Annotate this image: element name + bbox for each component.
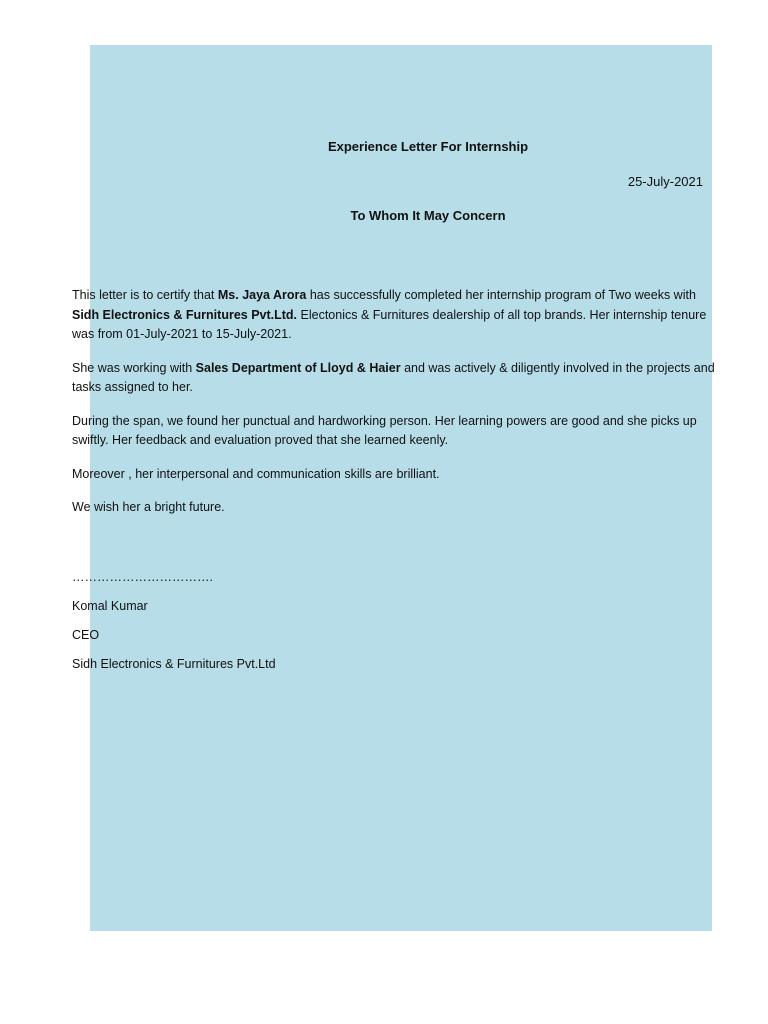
p2-text-b: and was actively & diligently involved in the projects and tasks assigned to her. bbox=[72, 360, 715, 394]
p1-text-c: Electonics & Furnitures dealership of all top brands. Her internship tenure was from 01-July-2021 to 15-July-2021. bbox=[72, 307, 707, 341]
signature-block bbox=[72, 570, 276, 672]
paragraph-department bbox=[72, 359, 720, 398]
department-name: Sales Department of Lloyd & Haier bbox=[195, 360, 401, 375]
p1-text-a: This letter is to certify that bbox=[72, 288, 218, 302]
letter-date: 25-July-2021 bbox=[627, 174, 703, 189]
letter-title-text: Experience Letter For Internship bbox=[327, 139, 529, 154]
letter-title bbox=[0, 139, 768, 154]
signatory-title: CEO bbox=[72, 628, 100, 642]
paragraph-evaluation: During the span, we found her punctual and hardworking person. Her learning powers are good and she picks up swiftly. Her feedback and evaluation proved that she learned keenly. bbox=[72, 413, 697, 447]
letter-body bbox=[72, 286, 720, 532]
paragraph-certification bbox=[72, 286, 720, 345]
paragraph-wishes: We wish her a bright future. bbox=[72, 500, 225, 514]
p2-text-a: She was working with bbox=[72, 360, 196, 375]
signatory-company: Sidh Electronics & Furnitures Pvt.Ltd bbox=[72, 657, 276, 671]
signature-line: ……………………………. bbox=[72, 570, 213, 584]
letter-salutation: To Whom It May Concern bbox=[350, 208, 506, 223]
signatory-name: Komal Kumar bbox=[72, 599, 148, 613]
p1-text-b: has successfully completed her internship program of Two weeks with bbox=[306, 288, 696, 302]
paragraph-skills: Moreover , her interpersonal and communication skills are brilliant. bbox=[72, 466, 440, 481]
company-name: Sidh Electronics & Furnitures Pvt.Ltd. bbox=[72, 307, 298, 322]
intern-name: Ms. Jaya Arora bbox=[217, 288, 307, 302]
